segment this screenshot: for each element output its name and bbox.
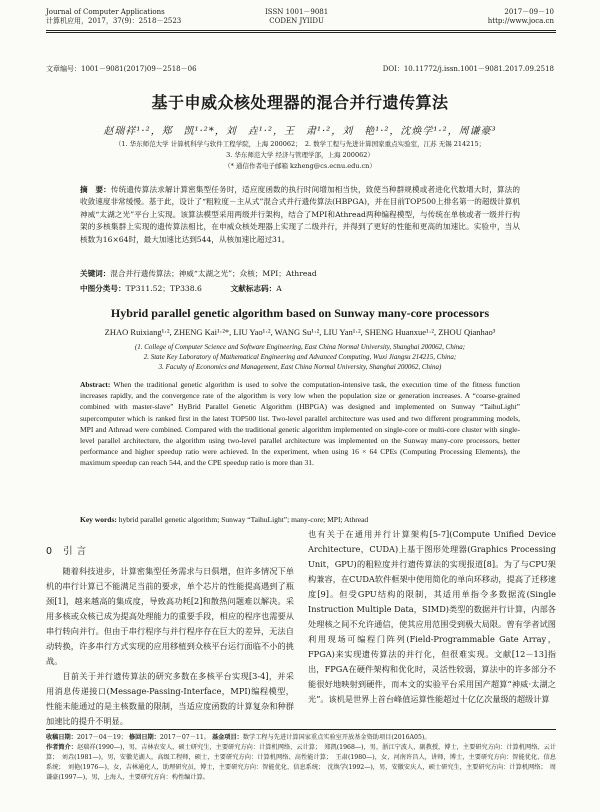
section-number: 0 (46, 546, 57, 557)
clc-label: 中图分类号： (80, 284, 126, 293)
bio-label: 作者简介： (46, 744, 78, 751)
affiliation-cn-2: 3. 华东师范大学 经济与管理学部，上海 200062） (226, 151, 374, 159)
revised-date: 2017－07－11。 (159, 734, 210, 741)
section-title: 引言 (63, 546, 91, 557)
received-label: 收稿日期： (46, 734, 77, 741)
issn: ISSN 1001－9081 (265, 8, 329, 16)
footnote-rule (46, 729, 556, 730)
authors-cn: 赵瑞祥¹·²，郑 凯¹·²*，刘 垚¹·²，王 肃¹·²，刘 艳¹·²，沈焕学¹·²，周谦豪³ (103, 126, 497, 137)
revised-label: 修回日期： (128, 734, 160, 741)
article-number: 文章编号：1001－9081(2017)09－2518－06 (46, 65, 197, 73)
classification (80, 283, 520, 294)
issue-date: 2017－09－10 (504, 8, 554, 16)
received-date: 2017－04－19； (76, 734, 127, 741)
body-paragraph: 目前关于并行遗传算法的研究多数在多核平台实现[3-4]，并采用消息传递接口(Message-Passing-Interface，MPI)编程模型，性能未能通过的是主核数量的限制，当适应度函数的计算复杂和种群加速比的提升不明显。 (46, 671, 294, 726)
paper-title-en: Hybrid parallel genetic algorithm based on Sunway many-core processors (110, 306, 490, 320)
abstract-en-text: When the traditional genetic algorithm is used to solve the computation-intensive task, the execution time of the fitness function increases rapidly, and the convergence rate of the algorithm is very low when the population size or generation increases. A “coarse-grained combined with master-slave” HyBrid Parallel Genetic Algorithm (HBPGA) was designed and implemented on Sunway “TaihuLight” supercomputer which is ranked first in the latest TOP500 list. Two-level parallel architecture was used and two different programming models, MPI and Athread were combined. Compared with the traditional genetic algorithm implemented on single-core or multi-core cluster with single-level parallel architecture, the algorithm using two-level parallel architecture was implemented on the Sunway many-core processors, better performance and higher speedup ratio were achieved. In the experiment, when using 16 × 64 CPEs (Computing Processing Elements), the maximum speedup can reach 544, and the CPE speedup ratio is more than 31. (80, 380, 520, 468)
body-paragraph: 随着科技进步，计算密集型任务需求与日俱增，但许多情况下单机的串行计算已不能满足当前的要求，单个芯片的性能提高遇到了瓶颈[1]，越来越高的集成度，导致高功耗[2]和散热问题难以解决。采用多核或众核已成为提高处理能力的重要手段，相应的程序也需要从串行转向并行。但由于串行程序与并行程序存在巨大的差异，无法自动转换，许多串行方式实现的应用移植到众核平台运行面临不小的挑战。 (46, 566, 294, 666)
keywords-cn-text: 混合并行遗传算法；神威“太湖之光”；众核；MPI；Athread (110, 269, 317, 278)
bio-text: 赵瑞祥(1990—)，男，吉林农安人，硕士研究生，主要研究方向：计算机网络、云计算； 郑凯(1968—)，男，浙江宁波人，副教授，博士，主要研究方向：计算机网络、云计算； 刘垚(1981—)，男，安徽芜湖人，高级工程师，硕士，主要研究方向：计算机网络、高性能计算； 王肃(1980—)，女，河南许昌人，讲师，博士，主要研究方向：智能优化、信息系统； 刘艳(1976—)，女，吉林通化人，助理研究员，博士，主要研究方向：智能优化、信息系统； 沈焕学(1992—)，男，安徽安庆人，硕士研究生，主要研究方向：计算机网络； 周谦豪(1997—)，男，上海人，主要研究方向：构性编计算。 (46, 744, 557, 781)
keywords-en-label: Key words: (80, 515, 117, 524)
body-column-left (46, 564, 294, 729)
journal-url: http://www.joca.cn (487, 17, 554, 25)
journal-header-right (488, 8, 554, 26)
body-paragraph: 也有关于在通用并行计算架构[5-7](Compute Unified Device Architecture，CUDA)上基于图形处理器(Graphics Processing Unit，GPU)的粗粒度并行遗传算法的实现报道[8]。为了与CPU架构兼容，在CUDA软件框架中使用简化的单向环移动，提高了迁移速度[9]。但受GPU结构的限制，其适用单指令多数据流(Single Instruction Multiple Data，SIMD)类型的数据并行计算，内部各处理核之间不允许通信，使其应用范围受到极大局限。曾有学者试图利用现场可编程门阵列(Field-Programmable Gate Array，FPGA)来实现遗传算法的并行化，但很难实现。文献[12－13]指出，FPGA在硬件架构和优化时，灵活性较弱，算法中的许多部分不能很好地映射到硬件，而本文的实验平台采用国产超算“神威·太湖之光”。该机是世界上首台峰值运算性能超过十亿亿次量级的超级计算 (308, 529, 556, 704)
journal-header-left (46, 8, 181, 26)
journal-header-middle (265, 8, 328, 26)
header-rule (46, 30, 556, 31)
doi: DOI：10.11772/j.issn.1001－9081.2017.09.2518 (382, 65, 554, 73)
journal-citation-cn: 计算机应用，2017，37(9)：2518－2523 (46, 17, 182, 25)
abstract-en (80, 379, 520, 469)
authors-en: ZHAO Ruixiang¹·², ZHENG Kai¹·²*, LIU Yao¹·², WANG Su¹·², LIU Yan¹·², SHENG Huanxue¹·², ZHOU Qianhao³ (104, 327, 496, 337)
body-column-right (308, 527, 556, 707)
abstract-en-label: Abstract: (80, 380, 111, 389)
journal-name-en: Journal of Computer Applications (46, 8, 165, 16)
clc-value: TP311.52；TP338.6 (125, 284, 202, 293)
affiliation-en-2: 2. State Key Laboratory of Mathematical Engineering and Advanced Computing, Wuxi Jiangsu 214215, China; (143, 353, 457, 361)
affiliation-cn-1: （1. 华东师范大学 计算机科学与软件工程学院，上海 200062； 2. 数学工程与先进计算国家重点实验室，江苏 无锡 214215； (114, 140, 486, 148)
coden: CODEN JYIIDU (269, 17, 324, 25)
corresponding-email-cn: （* 通信作者电子邮箱 kzheng@cs.ecnu.edu.cn） (224, 162, 376, 170)
keywords-en (80, 515, 520, 524)
footnote (46, 733, 556, 783)
doc-code-label: 文献标志码： (230, 284, 277, 293)
keywords-cn (80, 268, 520, 279)
doc-code-value: A (276, 284, 282, 293)
keywords-cn-label: 关键词： (80, 269, 111, 278)
abstract-cn-text: 传统遗传算法求解计算密集型任务时，适应度函数的执行时间增加相当快，致使当种群规模或者进化代数增大时，算法的收敛速度非常缓慢。基于此，设计了“粗粒度－主从式”混合式并行遗传算法(HBPGA)，并在目前TOP500上排名第一的超级计算机神威“太湖之光”平台上实现。该算法模型采用两级并行架构，结合了MPI和Athread两种编程模型，与传统在单核或者一级并行构架的多核集群上实现的遗传算法相比，在申威众核处理器上实现了二级并行，并得到了更好的性能和更高的加速比。实验中，当从核数为16×64时，最大加速比达到544，从核加速比超过31。 (80, 185, 520, 244)
affiliation-en-3: 3. Faculty of Economics and Management, East China Normal University, Shanghai 200062, China) (158, 363, 442, 371)
section-heading (46, 543, 90, 557)
fund-text: 数学工程与先进计算国家重点实验室开放基金资助项目(2016A05)。 (242, 734, 431, 741)
abstract-cn (80, 184, 520, 246)
header-rule-thin (46, 32, 556, 33)
fund-label: 基金项目： (211, 734, 243, 741)
affiliation-en-1: (1. College of Computer Science and Software Engineering, East China Normal University, Shanghai 200062, China; (134, 343, 466, 351)
keywords-en-text: hybrid parallel genetic algorithm; Sunway “TaihuLight”; many-core; MPI; Athread (118, 515, 369, 524)
paper-title-cn: 基于申威众核处理器的混合并行遗传算法 (151, 93, 449, 112)
abstract-cn-label: 摘 要： (80, 185, 111, 194)
